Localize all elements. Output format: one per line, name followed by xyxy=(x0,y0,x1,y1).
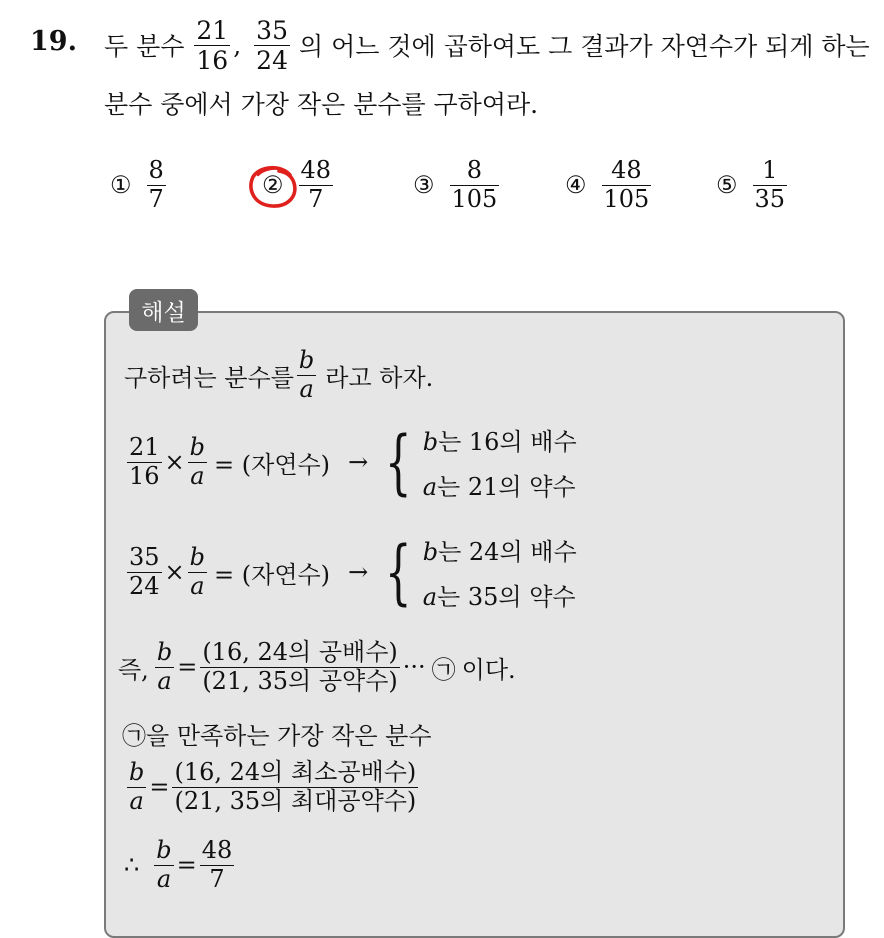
option-1[interactable] xyxy=(110,158,169,213)
selected-answer-circle-icon xyxy=(246,163,302,211)
question-fraction-1 xyxy=(194,17,230,74)
cases xyxy=(423,532,577,612)
fraction-denominator: 16 xyxy=(129,461,160,490)
case-text: 는 21의 약수 xyxy=(437,473,576,501)
case-text: 는 24의 배수 xyxy=(438,538,577,566)
fraction-numerator: b xyxy=(298,346,315,374)
option-mark: ⑤ xyxy=(716,171,738,200)
fraction-numerator: 8 xyxy=(466,156,483,184)
question-text-a: 두 분수 xyxy=(104,32,185,61)
fraction-numerator: 8 xyxy=(148,156,164,184)
fraction-numerator: 21 xyxy=(196,15,229,45)
solution-line-1 xyxy=(124,348,433,403)
fraction-denominator: a xyxy=(299,374,314,403)
solution-line-4 xyxy=(118,640,516,695)
left-brace-icon: { xyxy=(385,421,412,503)
fraction-denominator: 35 xyxy=(754,184,786,213)
fraction-numerator: 48 xyxy=(611,156,642,184)
solution-line-7 xyxy=(124,838,237,893)
fraction-denominator: 24 xyxy=(256,45,288,75)
option-mark: ③ xyxy=(413,171,435,200)
circled-mark: ㉠ xyxy=(431,655,456,684)
ellipsis: ··· xyxy=(402,653,426,682)
question-text-b: 의 어느 것에 곱하여도 그 결과가 자연수가 되게 하는 xyxy=(298,32,870,61)
fraction-denominator: 24 xyxy=(129,571,160,600)
solution-text: 즉, xyxy=(118,655,149,684)
option-3[interactable] xyxy=(413,158,502,213)
left-brace-icon: { xyxy=(385,531,412,613)
case-text: 는 16의 배수 xyxy=(438,428,577,456)
fraction-numerator: b xyxy=(189,542,206,571)
therefore-icon: ∴ xyxy=(124,851,140,880)
fraction-numerator: 48 xyxy=(300,156,332,184)
fraction-denominator: 16 xyxy=(196,45,229,75)
fraction-numerator: 21 xyxy=(129,432,160,461)
fraction-denominator: 7 xyxy=(148,184,164,213)
fraction-numerator: (16, 24의 공배수) xyxy=(202,638,398,666)
times-sign: × xyxy=(164,558,185,586)
fraction-numerator: b xyxy=(156,638,173,666)
solution-text: 구하려는 분수를 xyxy=(124,363,294,392)
option-mark: ① xyxy=(110,171,132,200)
solution-equation-2 xyxy=(124,532,577,612)
fraction-numerator: b xyxy=(156,836,172,864)
times-sign: × xyxy=(164,448,185,476)
solution-line-5 xyxy=(122,716,432,751)
solution-equation-1 xyxy=(124,422,577,502)
circled-mark: ㉠ xyxy=(122,722,146,750)
option-mark: ② xyxy=(262,171,284,200)
solution-text: 이다. xyxy=(461,655,516,684)
fraction-numerator: b xyxy=(129,758,145,786)
fraction-numerator: 35 xyxy=(129,542,160,571)
case-variable: a xyxy=(422,473,438,501)
equals-sign: = xyxy=(149,773,170,802)
option-mark: ④ xyxy=(565,171,587,200)
equation-rhs: = (자연수) xyxy=(214,560,331,589)
fraction-denominator: 105 xyxy=(451,184,498,213)
solution-line-6 xyxy=(124,760,421,815)
equation-rhs: = (자연수) xyxy=(214,450,331,479)
arrow-icon: → xyxy=(348,448,369,476)
case-variable: b xyxy=(422,428,439,456)
fraction-denominator: 105 xyxy=(603,184,650,213)
question-fraction-2 xyxy=(254,17,290,74)
fraction-denominator: 7 xyxy=(209,864,225,893)
fraction-numerator: 35 xyxy=(256,15,288,45)
case-variable: a xyxy=(422,583,438,611)
question-comma: , xyxy=(233,30,242,60)
arrow-icon: → xyxy=(348,558,369,586)
question-number: 19. xyxy=(30,26,77,57)
solution-tag: 해설 xyxy=(129,289,198,331)
question-line-1 xyxy=(104,10,870,80)
option-5[interactable] xyxy=(716,158,790,213)
option-4[interactable] xyxy=(565,158,654,213)
fraction-numerator: 1 xyxy=(762,156,778,184)
fraction-numerator: 48 xyxy=(201,836,233,864)
case-variable: b xyxy=(422,538,439,566)
fraction-numerator: (16, 24의 최소공배수) xyxy=(174,758,417,786)
equals-sign: = xyxy=(176,851,197,880)
fraction-denominator: a xyxy=(129,786,144,815)
question-line-2: 분수 중에서 가장 작은 분수를 구하여라. xyxy=(104,90,539,119)
case-text: 는 35의 약수 xyxy=(437,583,576,611)
fraction-denominator: (21, 35의 공약수) xyxy=(202,666,398,695)
equals-sign: = xyxy=(177,653,198,682)
fraction-denominator: a xyxy=(190,461,205,490)
fraction-denominator: a xyxy=(190,571,205,600)
cases xyxy=(423,422,577,502)
fraction-denominator: a xyxy=(157,666,172,695)
solution-text: 을 만족하는 가장 작은 분수 xyxy=(146,722,432,750)
fraction-denominator: 7 xyxy=(308,184,324,213)
fraction-numerator: b xyxy=(189,432,206,461)
solution-text: 라고 하자. xyxy=(325,363,434,392)
fraction-denominator: (21, 35의 최대공약수) xyxy=(174,786,417,815)
fraction-denominator: a xyxy=(156,864,172,893)
